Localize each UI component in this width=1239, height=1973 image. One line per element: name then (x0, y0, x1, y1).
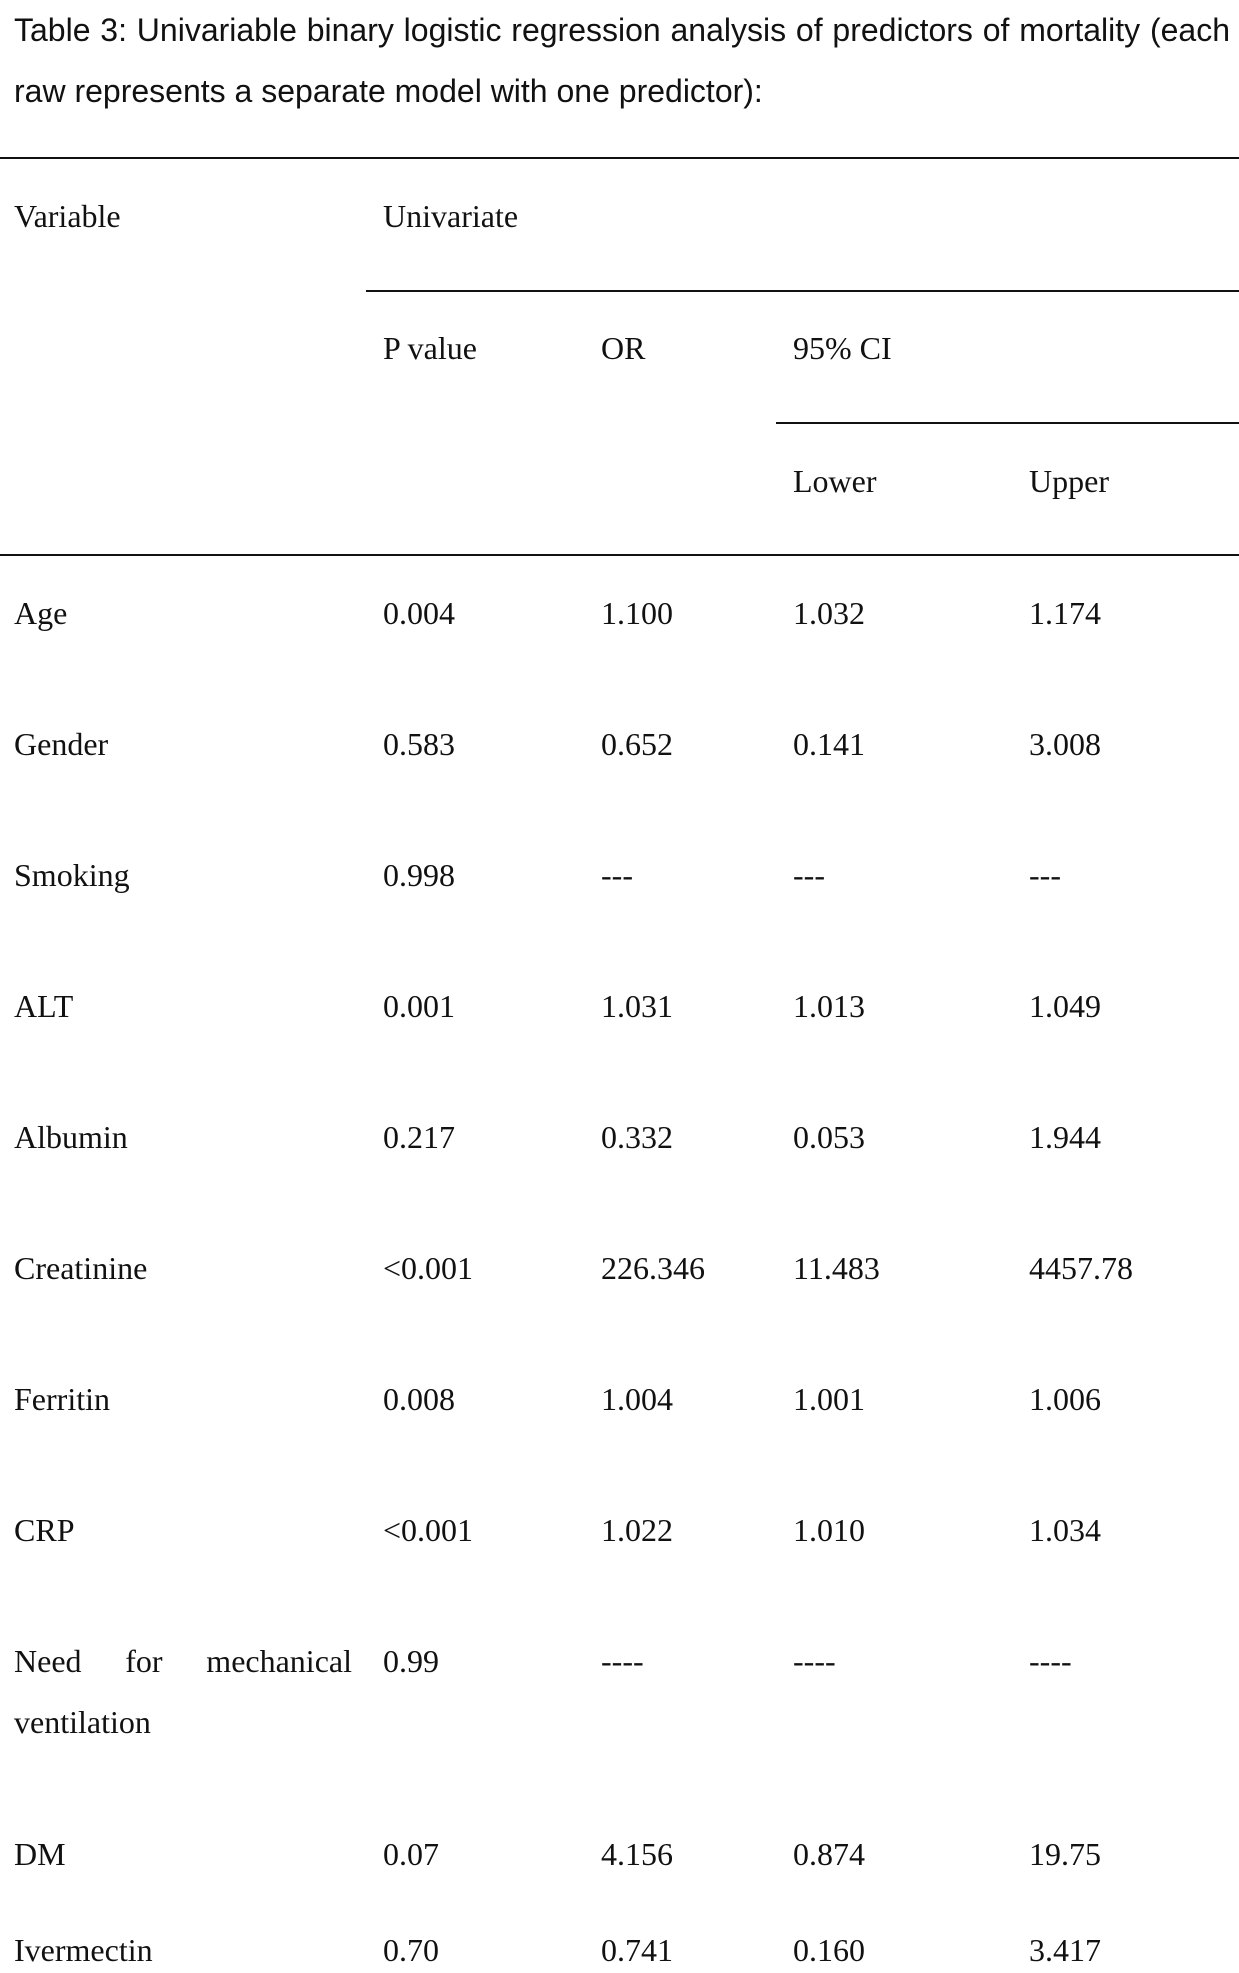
header-95ci: 95% CI (793, 330, 892, 366)
row-upper: 4457.78 (1029, 1250, 1133, 1286)
row-upper: 1.034 (1029, 1512, 1101, 1548)
row-variable: Ferritin (14, 1381, 110, 1417)
univariate-rule (366, 290, 1239, 292)
row-lower: 0.160 (793, 1932, 865, 1968)
row-lower: 0.141 (793, 726, 865, 762)
row-or: 0.332 (601, 1119, 673, 1155)
row-p-value: 0.07 (383, 1836, 439, 1872)
row-p-value: 0.004 (383, 595, 455, 631)
row-lower: 1.001 (793, 1381, 865, 1417)
row-upper: 19.75 (1029, 1836, 1101, 1872)
row-variable (14, 1631, 352, 1753)
row-upper: 1.049 (1029, 988, 1101, 1024)
row-upper: ---- (1029, 1643, 1072, 1679)
header-univariate: Univariate (383, 198, 519, 234)
row-or: 1.100 (601, 595, 673, 631)
row-upper: --- (1029, 857, 1061, 893)
table-caption: Table 3: Univariable binary logistic regression analysis of predictors of mortality (each raw represents a separate model with one predictor): (14, 12, 1230, 109)
row-variable: CRP (14, 1512, 75, 1548)
row-upper: 1.006 (1029, 1381, 1101, 1417)
row-upper: 3.417 (1029, 1932, 1101, 1968)
row-p-value: <0.001 (383, 1512, 474, 1548)
row-p-value: 0.70 (383, 1932, 439, 1968)
row-variable: Age (14, 595, 68, 631)
row-upper: 1.174 (1029, 595, 1101, 631)
row-or: --- (601, 857, 633, 893)
row-variable-word: Need (14, 1643, 82, 1679)
row-p-value: 0.217 (383, 1119, 455, 1155)
row-variable-line1 (14, 1631, 352, 1692)
row-variable-word: mechanical (206, 1643, 352, 1679)
row-variable: Ivermectin (14, 1932, 153, 1968)
row-or: ---- (601, 1643, 644, 1679)
ci-rule (776, 422, 1239, 424)
header-lower: Lower (793, 463, 877, 499)
row-p-value: 0.583 (383, 726, 455, 762)
header-upper: Upper (1029, 463, 1109, 499)
row-lower: 1.013 (793, 988, 865, 1024)
top-rule (0, 157, 1239, 159)
row-or: 1.004 (601, 1381, 673, 1417)
row-variable: DM (14, 1836, 66, 1872)
row-or: 1.031 (601, 988, 673, 1024)
row-lower: ---- (793, 1643, 836, 1679)
row-upper: 1.944 (1029, 1119, 1101, 1155)
header-p-value: P value (383, 330, 477, 366)
row-variable-line2: ventilation (14, 1704, 151, 1740)
row-variable: Gender (14, 726, 109, 762)
row-variable: Smoking (14, 857, 130, 893)
row-variable: ALT (14, 988, 74, 1024)
row-p-value: <0.001 (383, 1250, 474, 1286)
row-variable: Albumin (14, 1119, 128, 1155)
row-lower: 1.032 (793, 595, 865, 631)
row-lower: 11.483 (793, 1250, 880, 1286)
row-p-value: 0.998 (383, 857, 455, 893)
row-p-value: 0.001 (383, 988, 455, 1024)
row-p-value: 0.99 (383, 1643, 439, 1679)
row-or: 226.346 (601, 1250, 705, 1286)
row-p-value: 0.008 (383, 1381, 455, 1417)
row-lower: 0.053 (793, 1119, 865, 1155)
row-lower: --- (793, 857, 825, 893)
header-or: OR (601, 330, 646, 366)
row-or: 1.022 (601, 1512, 673, 1548)
row-lower: 0.874 (793, 1836, 865, 1872)
header-bottom-rule (0, 554, 1239, 556)
row-variable-word: for (125, 1643, 163, 1679)
row-or: 4.156 (601, 1836, 673, 1872)
row-or: 0.652 (601, 726, 673, 762)
row-variable: Creatinine (14, 1250, 148, 1286)
row-lower: 1.010 (793, 1512, 865, 1548)
row-or: 0.741 (601, 1932, 673, 1968)
header-variable: Variable (14, 198, 121, 234)
row-upper: 3.008 (1029, 726, 1101, 762)
